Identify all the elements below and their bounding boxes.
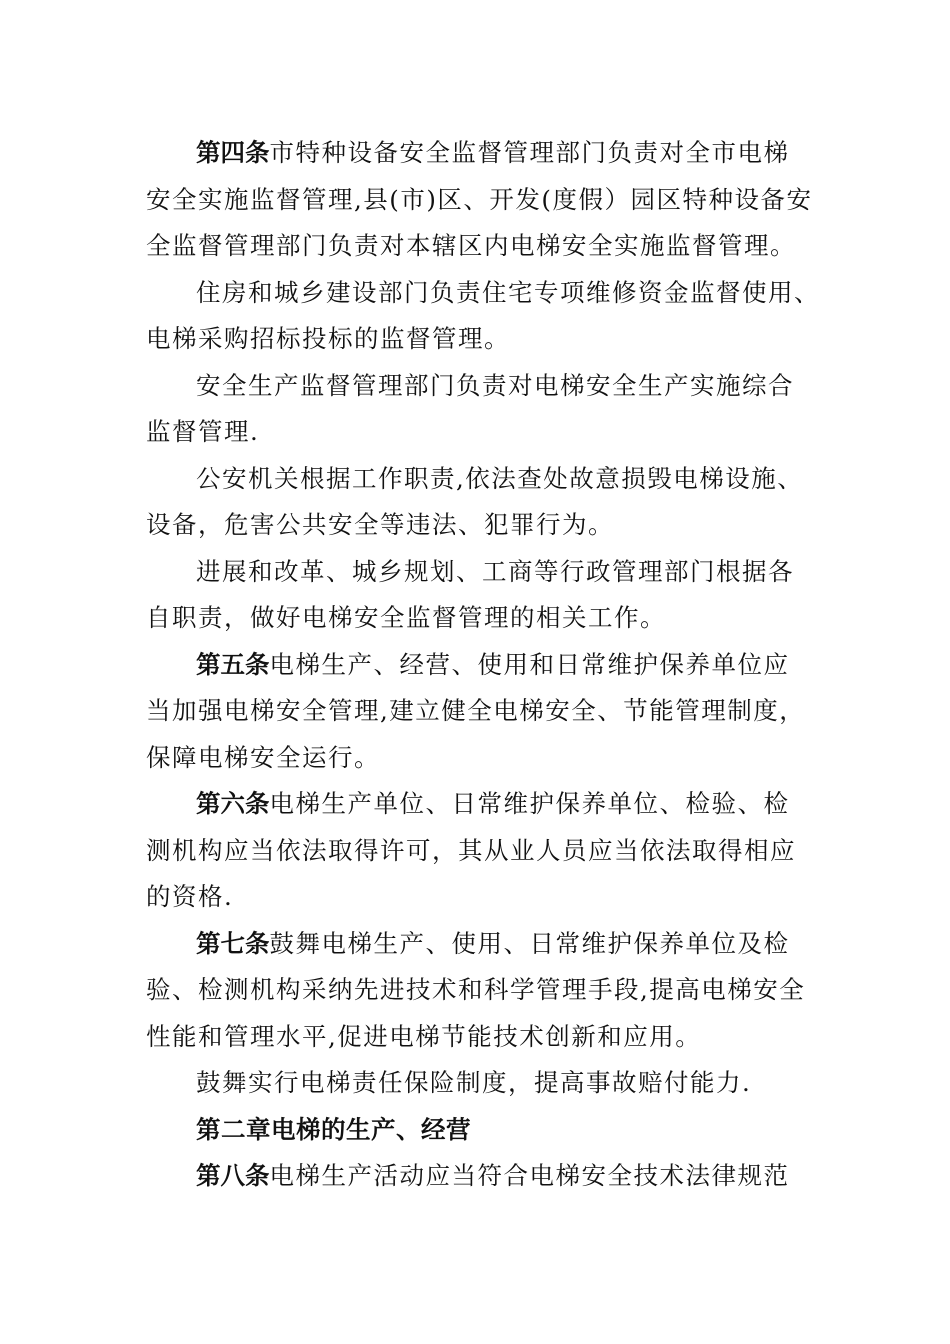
article-number: 第七条 — [196, 928, 270, 958]
article-7 — [146, 921, 806, 1061]
article-number: 第六条 — [196, 789, 270, 818]
paragraph-line: 监督管理. — [146, 417, 260, 446]
chapter-heading — [146, 1107, 806, 1154]
paragraph-line: 的资格. — [146, 882, 234, 911]
paragraph-line: 测机构应当依法取得许可，其从业人员应当依法取得相应 — [146, 835, 796, 865]
paragraph-insurance — [146, 1060, 806, 1107]
paragraph-line: 性能和管理水平,促进电梯节能技术创新和应用。 — [146, 1021, 702, 1051]
paragraph-line: 鼓舞实行电梯责任保险制度，提高事故赔付能力. — [196, 1068, 752, 1097]
paragraph-line: 设备，危害公共安全等违法、犯罪行为。 — [146, 510, 614, 539]
article-number: 第五条 — [196, 649, 270, 679]
paragraph-line: 进展和改革、城乡规划、工商等行政管理部门根据各 — [196, 556, 794, 586]
chapter-title: 第二章电梯的生产、经营 — [196, 1114, 471, 1144]
paragraph-line: 市特种设备安全监督管理部门负责对全市电梯 — [269, 138, 790, 167]
paragraph-line: 电梯生产活动应当符合电梯安全技术法律规范 — [269, 1161, 790, 1190]
article-5 — [146, 642, 806, 782]
paragraph-line: 当加强电梯安全管理,建立健全电梯安全、节能管理制度， — [146, 696, 806, 725]
paragraph-line: 鼓舞电梯生产、使用、日常维护保养单位及检 — [269, 928, 790, 958]
paragraph-public-security — [146, 456, 806, 549]
paragraph-line: 安全实施监督管理,县(市)区、开发(度假）园区特种设备安 — [146, 184, 813, 214]
document-page — [146, 130, 820, 1200]
paragraph-line: 验、检测机构采纳先进技术和科学管理手段,提高电梯安全 — [146, 975, 806, 1004]
paragraph-line: 电梯生产、经营、使用和日常维护保养单位应 — [269, 649, 790, 679]
paragraph-line: 电梯采购招标投标的监督管理。 — [146, 324, 510, 353]
paragraph-line: 保障电梯安全运行。 — [146, 742, 380, 772]
article-4 — [146, 130, 813, 270]
paragraph-line: 电梯生产单位、日常维护保养单位、检验、检 — [269, 789, 790, 818]
paragraph-housing — [146, 270, 820, 363]
paragraph-line: 全监督管理部门负责对本辖区内电梯安全实施监督管理。 — [146, 231, 796, 260]
paragraph-line: 住房和城乡建设部门负责住宅专项维修资金监督使用、 — [196, 277, 820, 307]
article-number: 第八条 — [196, 1161, 270, 1190]
paragraph-development-reform — [146, 549, 806, 642]
paragraph-safety-production — [146, 363, 806, 456]
paragraph-line: 公安机关根据工作职责,依法查处故意损毁电梯设施、 — [196, 463, 804, 493]
paragraph-line: 安全生产监督管理部门负责对电梯安全生产实施综合 — [196, 370, 794, 400]
article-6 — [146, 781, 806, 921]
article-number: 第四条 — [196, 138, 270, 167]
article-8 — [146, 1153, 806, 1200]
paragraph-line: 自职责，做好电梯安全监督管理的相关工作。 — [146, 603, 666, 632]
